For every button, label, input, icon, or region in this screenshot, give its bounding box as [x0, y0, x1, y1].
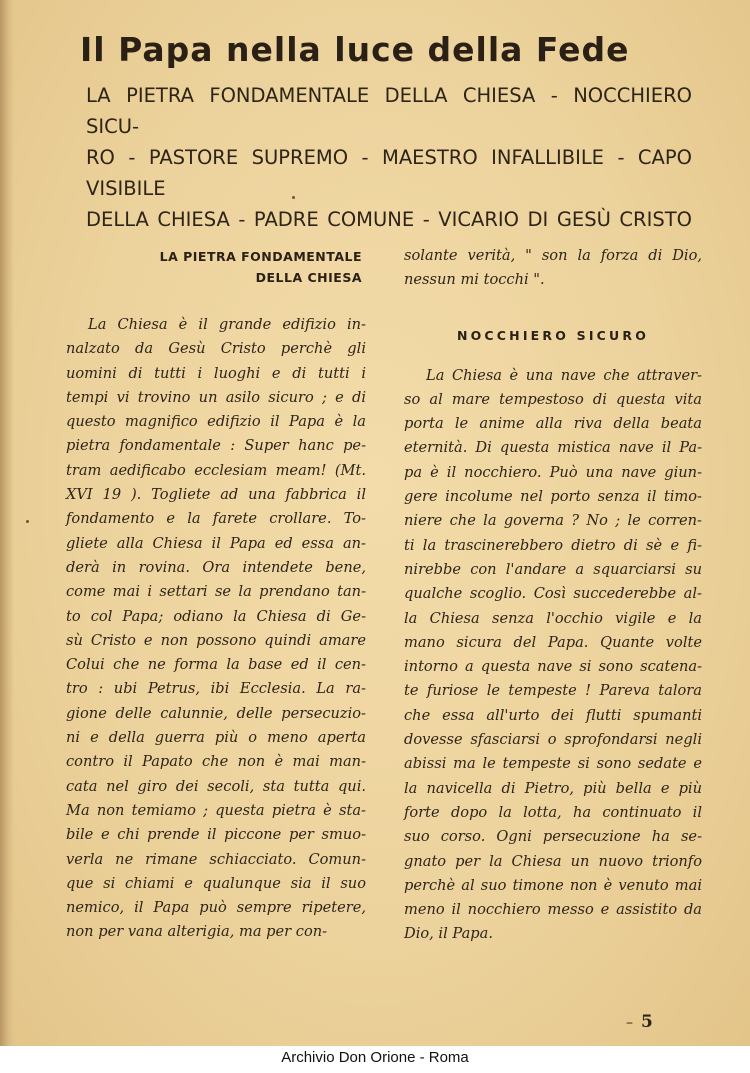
heading-line: LA PIETRA FONDAMENTALE: [159, 249, 362, 264]
text-line: niere che la governa ? No ; le corren-: [404, 512, 702, 530]
archive-footer-text: Archivio Don Orione - Roma: [281, 1049, 469, 1066]
text-line: che essa all'urto dei flutti spumanti: [404, 706, 702, 724]
text-line: tro : ubi Petrus, ibi Ecclesia. La ra-: [66, 680, 366, 698]
right-column: [404, 244, 702, 947]
text-line: Colui che ne forma la base ed il cen-: [66, 656, 366, 674]
subtitle-line: RO - PASTORE SUPREMO - MAESTRO INFALLIBILE - CAPO VISIBILE: [86, 146, 692, 200]
section-heading-pietra: [66, 246, 366, 288]
text-line: Dio, il Papa.: [404, 925, 493, 943]
paragraph-continuation: [404, 244, 702, 293]
text-line: suo corso. Ogni persecuzione ha se-: [404, 828, 702, 846]
text-line: tram aedificabo ecclesiam meam! (Mt.: [66, 461, 366, 479]
text-line: eternità. Di questa mistica nave il Pa-: [404, 439, 702, 457]
text-line: questo magnifico edifizio il Papa è la: [66, 413, 366, 431]
text-line: bile e chi prende il piccone per smuo-: [66, 826, 366, 844]
text-line: la Chiesa senza l'occhio vigile e la: [404, 609, 702, 627]
text-line: gione delle calunnie, delle persecuzio-: [66, 704, 366, 722]
text-line: pa è il nocchiero. Può una nave giun-: [404, 463, 702, 481]
text-line: fondamento e la farete crollare. To-: [66, 510, 366, 528]
text-line: ni e della guerra più o meno aperta: [66, 729, 366, 747]
left-column: [66, 246, 366, 945]
heading-line: DELLA CHIESA: [255, 270, 362, 285]
text-line: La Chiesa è il grande edifizio in-: [88, 316, 366, 333]
text-line: nalzato da Gesù Cristo perchè gli: [66, 340, 366, 358]
text-line: uomini di tutti i luoghi e di tutti i: [66, 364, 366, 382]
text-line: to col Papa; odiano la Chiesa di Ge-: [66, 607, 366, 625]
text-line: que si chiami e qualunque sia il suo: [66, 874, 366, 892]
page-number-value: 5: [641, 1012, 653, 1032]
text-line: ti la trascinerebbero dietro di sè e fi-: [404, 536, 702, 554]
text-line: pietra fondamentale : Super hanc pe-: [66, 437, 366, 455]
page-number: [626, 1012, 653, 1032]
text-line: la navicella di Pietro, più bella e più: [404, 779, 702, 797]
text-line: nemico, il Papa può sempre ripetere,: [66, 899, 366, 917]
text-line: derà in rovina. Ora intendete bene,: [66, 558, 366, 576]
text-line: cata nel giro dei secoli, sta tutta qui.: [66, 777, 366, 795]
text-line: te furiose le tempeste ! Pareva talora: [404, 682, 702, 700]
text-line: sù Cristo e non possono quindi amare: [66, 631, 366, 649]
text-line: perchè al suo timone non è venuto mai: [404, 876, 702, 894]
text-line: contro il Papato che non è mai man-: [66, 753, 366, 771]
text-line: gere incolume nel porto senza il timo-: [404, 488, 702, 506]
text-line: intorno a questa nave si sono scatena-: [404, 658, 702, 676]
text-line: La Chiesa è una nave che attraver-: [426, 366, 702, 384]
page-number-dash: –: [626, 1015, 633, 1031]
text-line: tempi vi trovino un asilo sicuro ; e di: [66, 388, 366, 406]
text-line: come mai i settari se la prendano tan-: [66, 583, 366, 601]
paper-speck: [292, 196, 295, 199]
text-line: meno il nocchiero messo e assistito da: [404, 901, 702, 919]
text-line: XVI 19 ). Togliete ad una fabbrica il: [66, 486, 366, 504]
text-line: verla ne rimane schiacciato. Comun-: [66, 850, 366, 868]
subtitle-line: DELLA CHIESA - PADRE COMUNE - VICARIO DI GESÙ CRISTO: [86, 208, 692, 231]
text-line: dovesse sfasciarsi o sprofondarsi negli: [404, 731, 702, 749]
text-line: mano sicura del Papa. Quante volte: [404, 633, 702, 651]
text-line: nessun mi tocchi ".: [404, 271, 545, 289]
text-line: solante verità, " son la forza di Dio,: [404, 247, 702, 264]
subtitle-line: LA PIETRA FONDAMENTALE DELLA CHIESA - NOCCHIERO SICU-: [86, 84, 692, 138]
text-line: porta le anime alla riva della beata: [404, 415, 702, 433]
text-line: non per vana alterigia, ma per con-: [66, 923, 328, 941]
text-line: gliete alla Chiesa il Papa ed essa an-: [66, 534, 366, 552]
text-line: qualche scoglio. Così succederebbe al-: [404, 585, 702, 603]
section-heading-nocchiero: NOCCHIERO SICURO: [456, 327, 650, 343]
page-title: Il Papa nella luce della Fede: [80, 30, 630, 69]
paragraph-pietra: [66, 313, 366, 945]
text-line: Ma non temiamo ; questa pietra è sta-: [66, 801, 366, 819]
page-gutter-shadow: [0, 0, 14, 1073]
text-line: forte dopo la lotta, ha continuato il: [404, 803, 702, 821]
paragraph-nocchiero: [404, 364, 702, 947]
archive-footer: [0, 1046, 750, 1073]
subtitle-topics: [86, 80, 692, 235]
paper-speck: [26, 520, 29, 523]
text-line: nirebbe con l'andare a squarciarsi su: [404, 560, 702, 578]
text-line: abissi ma le tempeste si sono sedate e: [404, 755, 702, 773]
text-line: gnato per la Chiesa un nuovo trionfo: [404, 852, 702, 870]
text-line: so al mare tempestoso di questa vita: [404, 390, 702, 408]
